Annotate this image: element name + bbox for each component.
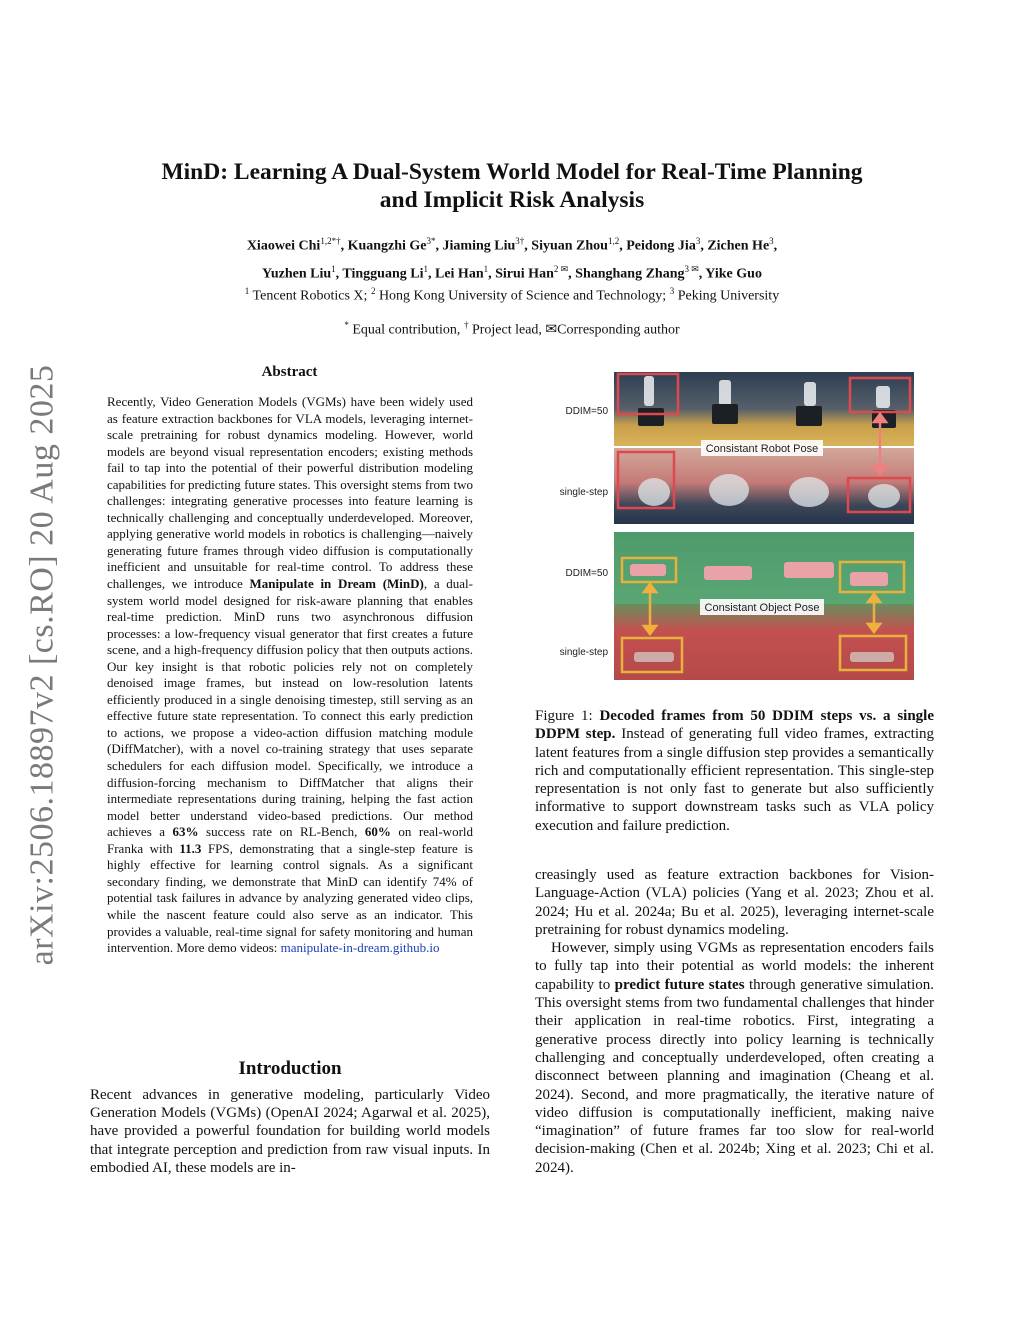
demo-link[interactable]: manipulate-in-dream.github.io [280,940,440,956]
caption-label: Figure 1: [535,708,600,724]
abstract-heading: Abstract [261,364,318,380]
author-sep: , [698,266,706,282]
object-frames-image [614,532,914,680]
object-frames-panel [614,532,914,680]
author-sep: , [435,238,443,254]
affil-sup: 2 [370,286,376,296]
author-name: Yuzhen Liu [262,266,332,282]
author-sep: , [488,266,496,282]
author-sup: 1 [483,263,489,274]
label-single-top: single-step [559,487,608,498]
author-line-2 [150,258,874,286]
author-sep: , [427,266,435,282]
affil-text: Peking University [674,288,780,304]
affil-text: Tencent Robotics X; [249,288,371,304]
robot-pose-banner: Consistant Robot Pose [705,443,819,455]
author-sup: 2 ✉ [553,263,569,274]
author-sep: , [524,238,532,254]
author-name: Kuangzhi Ge [347,238,427,254]
author-sup: 3 [695,236,701,246]
abstract-text: success rate on RL-Bench, [198,824,365,840]
affil-sup: 3 [669,286,675,296]
author-sep: , [568,266,576,282]
affil-text: Hong Kong University of Science and Technology; [375,288,670,304]
author-name: Xiaowei Chi [246,238,321,254]
abstract-text: Recently, Video Generation Models (VGMs) have been widely used as feature extraction backbones for VLA models, leveraging internet-scale pretraining for robust dynamics modeling. However, world models are beyond visual representation encoders; existing methods fail to tap into the potential of their powerful distribution modeling capabilities for predicting future states. This oversight stems from two challenges: integrating generative processes into feature learning is technically challenging and conceptually underdeveloped. Moreover, applying generative world models in robotics is challenging—naively generating future frames through video diffusion is computationally inefficient and unsuitable for real-time control. To address these challenges, we introduce [107,394,473,592]
robot-frames-panel [614,372,914,524]
author-sup: 3 [769,236,774,246]
abstract-bold: 60% [364,824,391,840]
robot-frames-image [614,372,914,524]
abstract-bold: 63% [172,824,199,840]
author-name: Shanghang Zhang [575,266,685,282]
author-name: Jiaming Liu [442,238,516,254]
note-text: Equal contribution, [348,322,464,338]
title-line-1: MinD: Learning A Dual-System World Model for Real-Time Planning [161,159,863,185]
author-sup: 3† [515,236,525,246]
author-sup: 1 [331,263,336,274]
abstract-body [107,394,473,957]
figure-1-caption [535,707,934,835]
figure-1 [552,370,916,688]
right-text: through generative simulation. This oversight stems from two fundamental challenges that hinder their application in real-time robotics. First, integrating a generative process directly into policy learning is technically challenging and conceptually underdeveloped, often creating a disconnect between planning and imagination (Cheang et al. 2024). Second, and more pragmatically, the iterative nature of video diffusion is computationally inefficient, making naive “imagination” of future frames far too slow for real-world decision-making (Chen et al. 2024b; Xing et al. 2023; Chi et al. 2024). [535,976,935,1176]
author-sup: 1,2*† [320,236,341,246]
contribution-notes [100,320,924,339]
paper-title [100,158,924,214]
note-text: ✉Corresponding author [545,322,680,338]
introduction-body: Recent advances in generative modeling, particularly Video Generation Models (VGMs) (OpenAI 2024; Agarwal et al. 2025), have provided a powerful foundation for building world models that integrate perception and prediction from raw visual inputs. In embodied AI, these models are in- [90,1087,490,1176]
note-text: Project lead, [468,322,546,338]
right-bold: predict future states [614,976,745,993]
right-paragraph-1: creasingly used as feature extraction backbones for Vision-Language-Action (VLA) policies (Yang et al. 2023; Zhou et al. 2024; Hu et al. 2024a; Bu et al. 2025), leveraging internet-scale pretraining for robust dynamics modeling. [535,867,934,938]
label-single-bottom: single-step [559,647,608,658]
author-list [150,230,874,285]
author-name: Peidong Jia [626,238,696,254]
affil-sup: 1 [244,286,250,296]
abstract-bold: Manipulate in Dream (MinD) [249,576,424,592]
abstract-text: on real-world Franka with [107,824,474,856]
caption-text: Instead of generating full video frames, extracting latent features from a single diffusion step provides a semantically rich and computationally efficient representation. This single-step representation is not only fast to generate but also sufficiently informative to support downstream tasks such as VLA policy execution and failure prediction. [535,726,934,834]
author-name: Sirui Han [495,266,554,282]
label-ddim-bottom: DDIM=50 [565,568,608,579]
author-sep: , [700,238,708,254]
title-line-2: and Implicit Risk Analysis [379,187,645,213]
author-name: Zichen He [707,238,770,254]
author-sep: , [773,238,778,254]
author-sup: 3 ✉ [684,263,699,274]
author-name: Lei Han [434,266,484,282]
abstract-bold: 11.3 [179,840,202,856]
note-sup: * [344,320,349,330]
author-name: Tingguang Li [342,266,424,282]
arxiv-identifier-text: arXiv:2506.18897v2 [cs.RO] 20 Aug 2025 [23,364,60,966]
author-sup: 1 [423,263,428,274]
caption-bold: Decoded frames from 50 DDIM steps vs. a single DDPM step. [535,708,934,743]
right-column-text [535,866,934,1177]
abstract-text: , a dual-system world model designed for risk-aware planning that enables real-time prediction. MinD runs two asynchronous diffusion processes: a low-frequency visual generator that first creates a future scene, and a high-frequency diffusion policy that then outputs actions. Our key insight is that robotic policies rely not on completely denoised image frames, but instead on low-resolution latents efficiently produced in a single denoising timestep, still serving as an effective future state representation. To connect this early prediction to actions, we propose a video-action diffusion matching module (DiffMatcher), with a novel co-training strategy that uses separate schedulers for each diffusion model. Specifically, we introduce a diffusion-forcing mechanism to DiffMatcher that aligns their intermediate representations during training, helping the fast action model better understand video-based predictions. Our method achieves a [107,576,474,840]
note-sup: † [463,320,469,330]
author-name: Siyuan Zhou [531,238,608,254]
abstract-text: FPS, demonstrating that a single-step feature is highly effective for learning control signals. As a significant secondary finding, we demonstrate that MinD can identify 74% of potential task failures in advance by analyzing generated video clips, while the nascent feature could also serve as an indicator. This provides a valuable, real-time signal for safety monitoring and human intervention. More demo videos: [107,840,473,956]
author-sup: 3* [426,236,436,246]
author-line-1 [150,230,874,258]
label-ddim-top: DDIM=50 [565,406,608,417]
author-sep: , [335,266,343,282]
author-sep: , [340,238,348,254]
object-pose-banner: Consistant Object Pose [704,602,820,614]
author-sup: 1,2 [607,236,620,246]
affiliations [100,286,924,305]
right-paragraph-2 [535,939,934,1177]
arxiv-identifier [14,364,70,966]
right-text: However, simply using VGMs as representation encoders fails to fully tap into their potential as world models: the inherent capability to [535,940,934,993]
author-name: Yike Guo [705,266,762,282]
introduction-heading: Introduction [238,1058,342,1079]
author-sep: , [619,238,627,254]
